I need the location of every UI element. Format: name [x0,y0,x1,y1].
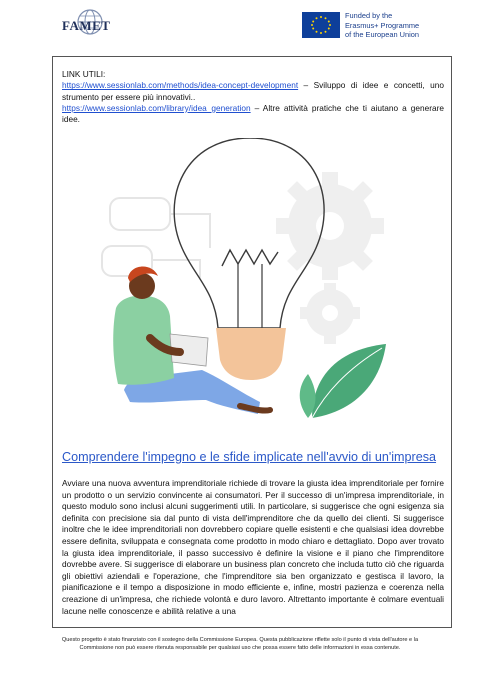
bulb-base [216,328,286,380]
link-item-1 [62,80,444,103]
logo-text: FAMET [62,18,111,33]
bulb-filament [222,250,278,266]
links-label: LINK UTILI: [62,69,106,79]
lightbulb-illustration [90,138,420,428]
link-item-2 [62,103,444,126]
page-footer [60,636,420,652]
link-idea-concept-development[interactable]: https://www.sessionlab.com/methods/idea-concept-development [62,80,299,91]
eu-funding-label [345,11,419,40]
section-title: Comprendere l'impegno e le sfide implicate nell'avvio di un'impresa [62,450,437,464]
link-2-description: – Altre attività pratiche che ti aiutano a generare idee. [62,102,444,125]
eu-line-1: Funded by the [345,11,393,20]
footer-line-1: Questo progetto è stato finanziato con il sostegno della Commissione Europea. Questa pubblicazione riflette solo il punto di vista dell'autore e la [61,637,419,643]
eu-flag-icon [302,12,340,38]
section-body: Avviare una nuova avventura imprenditoriale richiede di trovare la giusta idea imprenditoriale per fornire un prodotto o un servizio convincente ai consumatori. Per il successo di un'impresa imprenditoriale, in questo modulo sono inclusi alcuni suggerimenti utili. In particolare, si suggerisce che ogni esigenza sia definita con precisione sia dal punto di vista dell'imprenditore che da quello dei clienti. Si suggerisce inoltre che le idee imprenditoriali non dovrebbero copiare quelle esistenti e che qualsiasi idea dovrebbe essere definita, sviluppata e consegnata come prodotto in modo chiaro e dettagliato. Dopo aver trovato la giusta idea imprenditoriale, il passo successivo è definire la visione e il piano che l'imprenditore dovrebbe avere. Si suggerisce di elaborare un business plan concreto che includa tutto ciò che riguarda gli obiettivi aziendali e l'operazione, che l'imprenditore sia ben organizzato e gestisca il lavoro, la pianificazione e il tempo a disposizione in modo efficiente e, infine, mostri pazienza e coerenza nella creazione di un'impresa, che richiede volontà e duro lavoro. Altrettanto importante è colmare eventuali lacune nelle conoscenze e abilità relative a una [62,478,444,616]
leaf-icon [312,344,386,418]
footer-line-2: Commissione non può essere ritenuta responsabile per qualsiasi uso che possa essere fatto delle informazioni in essa contenute. [79,645,401,651]
page-header [0,0,480,50]
link-idea-generation[interactable]: https://www.sessionlab.com/library/idea_generation [62,102,251,113]
eu-line-3: of the European Union [345,30,419,39]
useful-links [62,69,444,125]
eu-line-2: Erasmus+ Programme [345,20,420,30]
circuit-lines [102,198,210,278]
link-1-description: – Sviluppo di idee e concetti, uno strumento per essere più innovativi.. [62,80,444,102]
